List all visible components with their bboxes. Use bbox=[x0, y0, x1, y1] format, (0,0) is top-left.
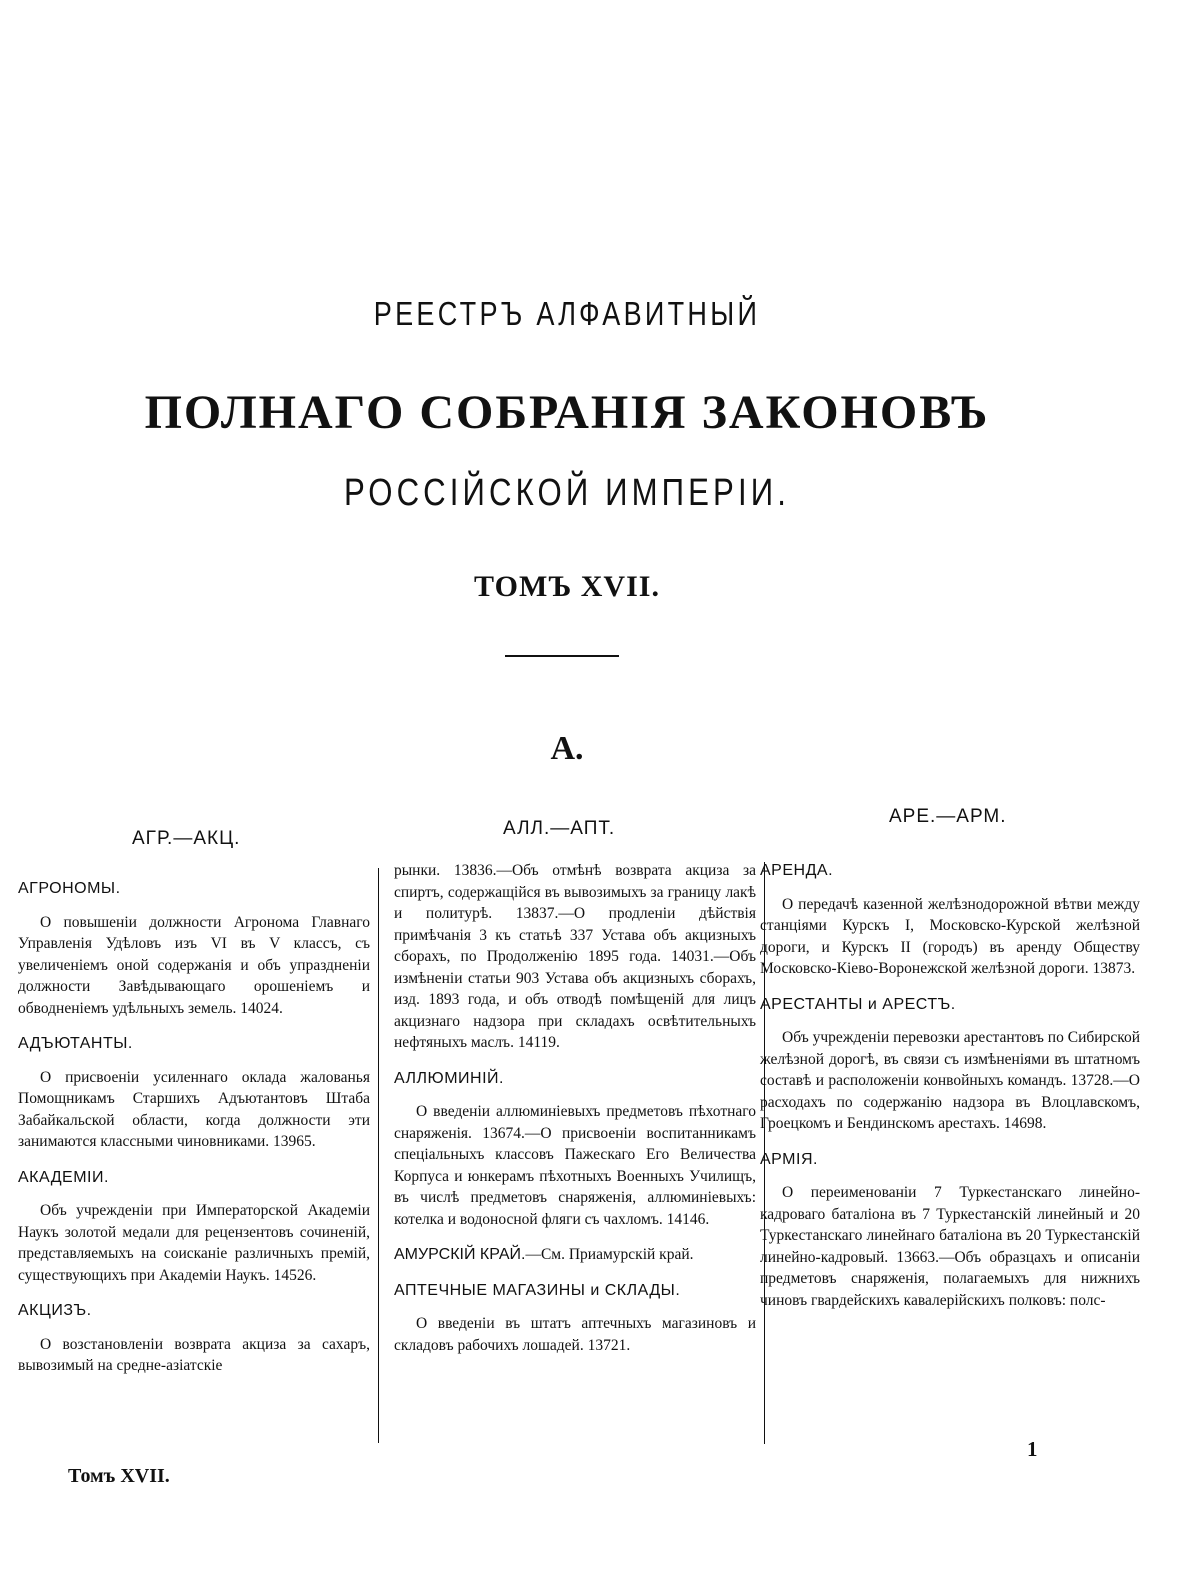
column-head-1: АГР.—АКЦ. bbox=[132, 828, 241, 849]
entry-text-excise: О возстановленіи возврата акциза за сахаръ, вывозимый на средне-азіатскіе bbox=[18, 1335, 370, 1374]
entry-term-pharmacy-stores: АПТЕЧНЫЕ МАГАЗИНЫ и СКЛАДЫ. bbox=[394, 1281, 681, 1299]
column-divider-left bbox=[378, 868, 379, 1443]
column-1 bbox=[18, 878, 370, 1391]
entry-term-aluminium: АЛЛЮМИНІЙ. bbox=[394, 1069, 504, 1087]
see-reference: —См. Приамурскій край. bbox=[525, 1246, 694, 1263]
entry-text-lease: О передачѣ казенной желѣзнодорожной вѣтви между станціями Курскъ I, Московско-Курской желѣзной дороги, и Курскъ II (городъ) въ аренду Обществу Московско-Кіево-Воронежской желѣзной дороги. 13873. bbox=[760, 895, 1140, 977]
entry-term-academies: АКАДЕМІИ. bbox=[18, 1168, 109, 1186]
entry-text-prisoners: Объ учрежденіи перевозки арестантовъ по Сибирской желѣзной дорогѣ, въ связи съ измѣненіями въ штатномъ составѣ и расположеніи конвойныхъ командъ. 13728.—О расходахъ по содержанію надзора въ Влоцлавскомъ, Гроецкомъ и Бендинскомъ арестахъ. 14698. bbox=[760, 1029, 1140, 1132]
entry-term-prisoners: АРЕСТАНТЫ и АРЕСТЪ. bbox=[760, 995, 956, 1013]
empire-title: РОССІЙСКОЙ ИМПЕРІИ. bbox=[344, 472, 790, 514]
volume-signature: Томъ XVII. bbox=[68, 1465, 170, 1487]
title-divider bbox=[505, 655, 619, 657]
entry-term-army: АРМІЯ. bbox=[760, 1150, 818, 1168]
entry-text-academies: Объ учрежденіи при Императорской Академіи Наукъ золотой медали для рецензентовъ сочиненій, представляемыхъ на соисканіе различныхъ премій, существующихъ при Академіи Наукъ. 14526. bbox=[18, 1202, 370, 1284]
entry-term-agronomists: АГРОНОМЫ. bbox=[18, 880, 121, 897]
column-3 bbox=[760, 860, 1140, 1325]
column-head-2: АЛЛ.—АПТ. bbox=[503, 818, 616, 839]
entry-term-lease: АРЕНДА. bbox=[760, 862, 834, 879]
entry-term-amur-region: АМУРСКІЙ КРАЙ. bbox=[394, 1246, 526, 1263]
excise-continuation: рынки. 13836.—Объ отмѣнѣ возврата акциза за спиртъ, содержащійся въ вывозимыхъ за границу лакѣ и политурѣ. 13837.—О продленіи дѣйствія примѣчанія 3 къ статьѣ 337 Устава объ акцизныхъ сборахъ, по Продолженію 1895 года. 14031.—Объ измѣненіи статьи 903 Устава объ акцизныхъ сборахъ, изд. 1893 года, и объ отводѣ помѣщеній для лицъ акцизнаго надзора при складахъ освѣтительныхъ нефтяныхъ маслъ. 14119. bbox=[394, 862, 756, 1051]
entry-amur-region bbox=[394, 1244, 756, 1266]
entry-term-excise: АКЦИЗЪ. bbox=[18, 1302, 92, 1319]
entry-text-pharmacy-stores: О введеніи въ штатъ аптечныхъ магазиновъ и складовъ рабочихъ лошадей. 13721. bbox=[394, 1315, 756, 1354]
entry-text-army: О переименованіи 7 Туркестанскаго линейно-кадроваго баталіона въ 7 Туркестанскій линейный и 20 Туркестанскаго линейнаго баталіона въ 20 Туркестанскій линейно-кадровый. 13663.—Объ образцахъ и описаніи предметовъ снаряженія, полагаемыхъ для нижнихъ чиновъ гвардейскихъ кавалерійскихъ полковъ: полс- bbox=[760, 1184, 1140, 1309]
column-2 bbox=[394, 860, 756, 1370]
entry-term-adjutants: АДЪЮТАНТЫ. bbox=[18, 1035, 133, 1052]
entry-text-agronomists: О повышеніи должности Агронома Главнаго Управленія Удѣловъ изъ VI въ V классъ, съ увеличеніемъ оной содержанія и объ упраздненіи должности Завѣдывающаго орошеніемъ и обводненіемъ удѣльныхъ земель. 14024. bbox=[18, 913, 370, 1017]
page-number: 1 bbox=[1027, 1437, 1038, 1461]
column-head-3: АРЕ.—АРМ. bbox=[889, 806, 1007, 827]
entry-text-aluminium: О введеніи аллюминіевыхъ предметовъ пѣхотнаго снаряженія. 13674.—О присвоеніи воспитанникамъ спеціальныхъ классовъ Пажескаго Его Величества Корпуса и юнкерамъ пѣхотныхъ Военныхъ Училищъ, въ числѣ предметовъ снаряженія, аллюминіевыхъ: котелка и водоносной фляги съ чахломъ. 14146. bbox=[394, 1103, 756, 1228]
entry-text-adjutants: О присвоеніи усиленнаго оклада жалованья Помощникамъ Старшихъ Адъютантовъ Штаба Забайкальской области, когда должности эти занимаются классными чиновниками. 13965. bbox=[18, 1068, 370, 1150]
register-title: РЕЕСТРЪ АЛФАВИТНЫЙ bbox=[373, 295, 761, 332]
section-letter: А. bbox=[550, 730, 584, 767]
volume-title: ТОМЪ XVII. bbox=[474, 570, 660, 603]
collection-title: ПОЛНАГО СОБРАНІЯ ЗАКОНОВЪ bbox=[144, 386, 990, 439]
